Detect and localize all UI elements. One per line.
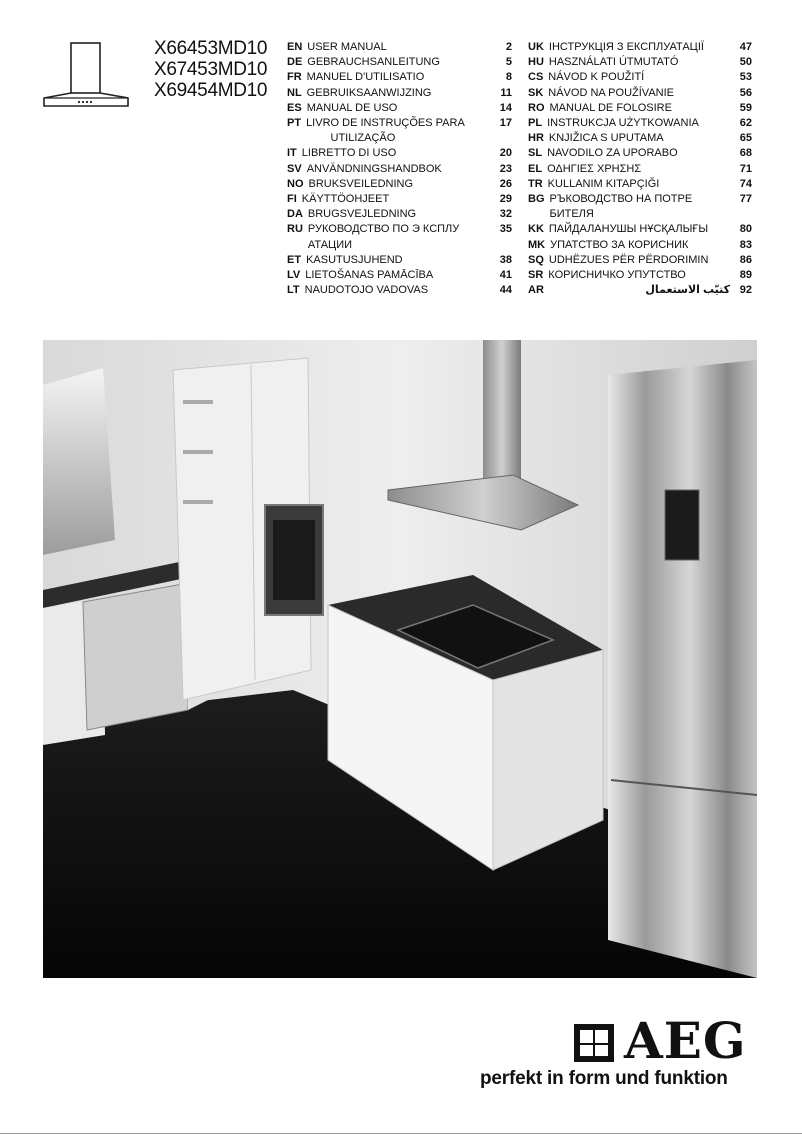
page-number: 59 bbox=[739, 101, 752, 114]
language-code: EL bbox=[528, 162, 543, 175]
contents-entry[interactable] bbox=[528, 40, 752, 55]
language-code: DA bbox=[287, 208, 303, 221]
contents-entry[interactable] bbox=[287, 177, 512, 192]
language-code: AR bbox=[528, 284, 544, 297]
page-number: 62 bbox=[739, 117, 752, 130]
page-number: 71 bbox=[739, 162, 752, 175]
page-number: 20 bbox=[499, 147, 512, 160]
manual-title: MANUAL DE USO bbox=[306, 101, 398, 114]
page-number: 23 bbox=[499, 162, 512, 175]
manual-title: KNJIŽICA S UPUTAMA bbox=[548, 132, 664, 145]
language-code: FR bbox=[287, 71, 302, 84]
manual-title: MANUEL D'UTILISATIO bbox=[306, 71, 425, 84]
manual-title: USER MANUAL bbox=[307, 41, 387, 53]
manual-title: NÁVOD K POUŽITÍ bbox=[548, 71, 645, 84]
page-number: 77 bbox=[739, 193, 752, 206]
page-number: 38 bbox=[499, 253, 512, 266]
language-code: BG bbox=[528, 193, 545, 206]
language-code: DE bbox=[287, 56, 303, 69]
page-number: 50 bbox=[739, 56, 752, 69]
language-code: PL bbox=[528, 117, 543, 130]
contents-entry[interactable] bbox=[287, 70, 512, 85]
contents-list-right bbox=[528, 40, 752, 298]
manual-title: LIBRETTO DI USO bbox=[301, 147, 397, 160]
language-code: SV bbox=[287, 162, 302, 175]
page-edge-divider bbox=[0, 1133, 802, 1134]
language-code: KK bbox=[528, 223, 544, 236]
page-number: 74 bbox=[739, 177, 752, 190]
contents-entry[interactable] bbox=[528, 131, 752, 146]
manual-title: KASUTUSJUHEND bbox=[306, 253, 403, 266]
contents-list-left bbox=[287, 40, 512, 298]
model-number: X69454MD10 bbox=[154, 80, 268, 101]
contents-entry[interactable] bbox=[528, 70, 752, 85]
page-number: 83 bbox=[739, 238, 752, 251]
cooker-hood-icon bbox=[42, 42, 130, 108]
manual-title: LIVRO DE INSTRUÇÕES PARA UTILIZAÇÃO bbox=[306, 117, 465, 145]
manual-title: КОРИСНИЧКО УПУТСТВО bbox=[548, 269, 686, 282]
manual-title: UDHËZUES PËR PËRDORIMIN bbox=[548, 253, 709, 266]
manual-title: ПАЙДАЛАНУШЫ НҰСҚАЛЫҒЫ bbox=[548, 223, 709, 236]
brand-slogan: perfekt in form und funktion bbox=[480, 1068, 728, 1089]
page-number: 92 bbox=[739, 284, 752, 297]
page-number: 68 bbox=[739, 147, 752, 160]
page-number: 53 bbox=[739, 71, 752, 84]
manual-title: УПАТСТВО ЗА КОРИСНИК bbox=[550, 238, 689, 251]
contents-entry[interactable] bbox=[528, 177, 752, 192]
contents-entry[interactable] bbox=[287, 283, 512, 298]
page-number: 8 bbox=[505, 71, 512, 84]
language-code: EN bbox=[287, 41, 303, 53]
language-code: SL bbox=[528, 147, 543, 160]
language-code: FI bbox=[287, 193, 297, 206]
manual-title: NAVODILO ZA UPORABO bbox=[547, 147, 678, 160]
manual-title: ΟΔΗΓΙΕΣ ΧΡΗΣΗΣ bbox=[547, 162, 642, 175]
page-number: 35 bbox=[499, 223, 512, 236]
page-number: 5 bbox=[505, 56, 512, 69]
language-code: PT bbox=[287, 117, 302, 130]
manual-title: РУКОВОДСТВО ПО Э КСПЛУ АТАЦИИ bbox=[307, 223, 460, 251]
contents-entry[interactable] bbox=[528, 268, 752, 283]
page-number: 14 bbox=[499, 101, 512, 114]
brand-logo-text: AEG bbox=[624, 1011, 747, 1070]
contents-entry[interactable] bbox=[528, 192, 752, 222]
contents-entry[interactable] bbox=[528, 238, 752, 253]
page-number: 41 bbox=[499, 269, 512, 282]
language-code: ET bbox=[287, 253, 302, 266]
contents-entry[interactable] bbox=[528, 116, 752, 131]
page-number: 86 bbox=[739, 253, 752, 266]
page-number: 56 bbox=[739, 86, 752, 99]
contents-entry[interactable] bbox=[287, 86, 512, 101]
page-number: 44 bbox=[499, 284, 512, 297]
contents-entry[interactable] bbox=[528, 222, 752, 237]
manual-title: BRUKSVEILEDNING bbox=[308, 177, 414, 190]
language-code: IT bbox=[287, 147, 297, 160]
page-number: 89 bbox=[739, 269, 752, 282]
contents-entry[interactable] bbox=[528, 146, 752, 161]
manual-title: MANUAL DE FOLOSIRE bbox=[549, 101, 672, 114]
language-code: CS bbox=[528, 71, 544, 84]
page-number: 47 bbox=[739, 41, 752, 53]
manual-title: HASZNÁLATI ÚTMUTATÓ bbox=[548, 56, 679, 69]
page-number: 80 bbox=[739, 223, 752, 236]
contents-entry[interactable] bbox=[287, 40, 512, 55]
contents-entry[interactable] bbox=[287, 101, 512, 116]
contents-entry[interactable] bbox=[287, 162, 512, 177]
language-code: RU bbox=[287, 223, 303, 236]
language-code: SR bbox=[528, 269, 544, 282]
kitchen-photo bbox=[43, 340, 757, 978]
page-number: 2 bbox=[505, 41, 512, 53]
language-code: HU bbox=[528, 56, 544, 69]
manual-title: INSTRUKCJA UŻYTKOWANIA bbox=[547, 117, 699, 130]
language-code: MK bbox=[528, 238, 546, 251]
model-number: X67453MD10 bbox=[154, 59, 268, 80]
manual-title: BRUGSVEJLEDNING bbox=[307, 208, 417, 221]
manual-title: كتيّب الاستعمال bbox=[645, 284, 730, 297]
contents-entry[interactable] bbox=[528, 283, 752, 298]
manual-title: ANVÄNDNINGSHANDBOK bbox=[306, 162, 442, 175]
contents-entry[interactable] bbox=[528, 55, 752, 70]
language-code: LT bbox=[287, 284, 300, 297]
manual-title: LIETOŠANAS PAMĀCĪBA bbox=[305, 269, 434, 282]
contents-entry[interactable] bbox=[287, 55, 512, 70]
manual-title: NAUDOTOJO VADOVAS bbox=[304, 284, 429, 297]
manual-title: KULLANIM KITAPÇIĞI bbox=[547, 177, 660, 190]
manual-title: GEBRUIKSAANWIJZING bbox=[306, 86, 432, 99]
model-numbers bbox=[154, 38, 267, 101]
contents-entry[interactable] bbox=[287, 222, 512, 252]
language-code: UK bbox=[528, 41, 544, 53]
language-code: TR bbox=[528, 177, 543, 190]
page-number: 65 bbox=[739, 132, 752, 145]
manual-title: ІНСТРУКЦІЯ З ЕКСПЛУАТАЦІЇ bbox=[548, 41, 704, 53]
contents-entry[interactable] bbox=[287, 268, 512, 283]
contents-entry[interactable] bbox=[287, 253, 512, 268]
language-code: LV bbox=[287, 269, 301, 282]
language-code: SK bbox=[528, 86, 544, 99]
contents-entry[interactable] bbox=[287, 207, 512, 222]
language-code: RO bbox=[528, 101, 545, 114]
language-code: HR bbox=[528, 132, 544, 145]
manual-title: GEBRAUCHSANLEITUNG bbox=[307, 56, 440, 69]
contents-entry[interactable] bbox=[528, 101, 752, 116]
language-code: SQ bbox=[528, 253, 544, 266]
page-number: 11 bbox=[500, 86, 512, 99]
contents-entry[interactable] bbox=[287, 192, 512, 207]
language-code: NO bbox=[287, 177, 304, 190]
language-code: NL bbox=[287, 86, 302, 99]
page-number: 17 bbox=[499, 117, 512, 130]
manual-title: РЪКОВОДСТВО НА ПОТРЕ БИТЕЛЯ bbox=[549, 193, 693, 221]
contents-entry[interactable] bbox=[528, 162, 752, 177]
manual-title: NÁVOD NA POUŽÍVANIE bbox=[548, 86, 674, 99]
model-number: X66453MD10 bbox=[154, 38, 268, 59]
contents-entry[interactable] bbox=[528, 253, 752, 268]
contents-entry[interactable] bbox=[287, 116, 512, 146]
contents-entry[interactable] bbox=[528, 86, 752, 101]
page-number: 29 bbox=[499, 193, 512, 206]
manual-title: KÄYTTÖOHJEET bbox=[301, 193, 390, 206]
language-code: ES bbox=[287, 101, 302, 114]
contents-entry[interactable] bbox=[287, 146, 512, 161]
page-number: 32 bbox=[499, 208, 512, 221]
page-number: 26 bbox=[499, 177, 512, 190]
